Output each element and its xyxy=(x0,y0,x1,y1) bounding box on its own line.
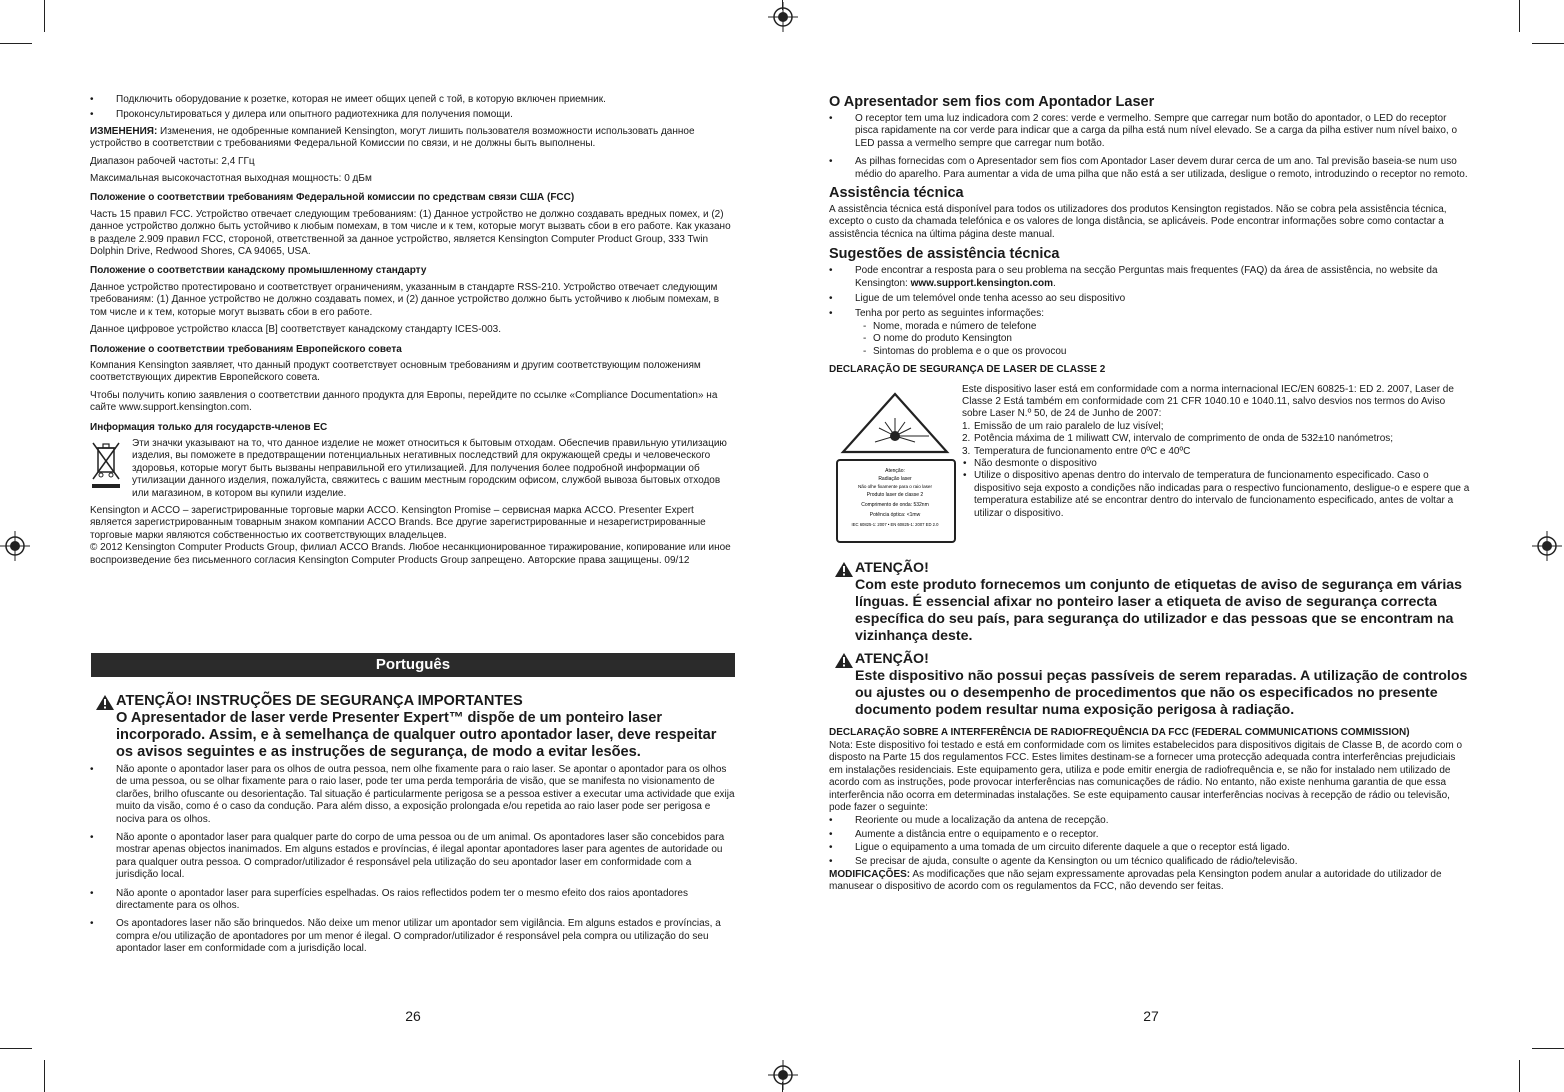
warning-body: Este dispositivo não possui peças passíveis de serem reparadas. A utilização de controlos ou ajustes ou o desempenho de procedimentos que não os especificados no presente documento podem resultar numa exposição perigosa à radiação. xyxy=(855,667,1468,718)
list-item: - Nome, morada e número de telefone xyxy=(863,321,1471,333)
label-line: Potência óptica: <1mw xyxy=(869,511,921,518)
left-page xyxy=(90,94,736,572)
warning-title: ATENÇÃO! xyxy=(855,650,929,667)
eu-heading: Положение о соответствии требованиям Европейского совета xyxy=(90,343,402,355)
weee-block xyxy=(90,438,736,500)
laser-warning-label-icon xyxy=(829,384,961,544)
warning-triangle-icon xyxy=(96,695,114,710)
list-item: • Se precisar de ajuda, consulte o agente da Kensington ou um técnico qualificado de rádio/televisão. xyxy=(829,856,1471,868)
list-item: • As pilhas fornecidas com o Apresentador sem fios com Apontador Laser devem durar cerca de um ano. Tal previsão baseia-se num uso médio do aparelho. Para aumentar a vida de uma pilha que não está a ser utilizada, desligue o remoto, introduzindo o receptor no remoto. xyxy=(829,156,1471,181)
item-text: Potência máxima de 1 miliwatt CW, intervalo de comprimento de onda de 532±10 nanómetros; xyxy=(974,433,1394,445)
warning-title: ATENÇÃO! xyxy=(855,559,929,576)
pt-safety-section xyxy=(90,693,736,960)
list-item: • Não aponte o apontador laser para superfícies espelhadas. Os raios reflectidos podem ter o mesmo efeito dos raios apontadores directamente para os olhos. xyxy=(90,888,736,913)
list-item: • Reoriente ou mude a localização da antena de recepção. xyxy=(829,815,1471,827)
changes-paragraph xyxy=(90,126,736,151)
ec-text: Эти значки указывают на то, что данное изделие не может относиться к бытовым отходам. Обеспечив правильную утилизацию изделия, вы поможете в предотвращении потенциальных негативных последствий для окружающей среды и человеческого здоровья, которые могут быть вызваны неправильной его утилизацией. Для получения более подробной информации об утилизации данного изделия, пожалуйста, свяжитесь с вашим местным городским офисом, службой вывоза бытовых отходов или магазином, в котором вы купили изделие. xyxy=(132,437,727,499)
warning-triangle-icon xyxy=(835,653,853,668)
support-link[interactable]: www.support.kensington.com xyxy=(910,277,1054,289)
list-item xyxy=(962,446,1471,458)
tips-heading: Sugestões de assistência técnica xyxy=(829,246,1060,263)
list-item: • Não aponte o apontador laser para os olhos de outra pessoa, nem olhe fixamente para o raio laser. Se apontar o apontador para os olhos de uma pessoa, ou se olhar fixamente para o raio laser, pode ter uma perda temporária de visão, que se manifesta no visionamento de clarões, brilho ofuscante ou desorientação. Tal situação é particularmente perigosa se a pessoa estiver a executar uma actividade que exija muito da visão, como é o caso da condução. Para além disso, a exposição prolongada e/ou repetida ao raio laser pode ser perigosa e nociva para os olhos. xyxy=(90,764,736,826)
fcc-bullet-list xyxy=(829,815,1471,868)
laser-intro: Este dispositivo laser está em conformidade com a norma internacional IEC/EN 60825-1: ED 2. 2007, Laser de Classe 2 Está também em conformidade com 21 CFR 1040.10 e 1040.11, salvo desvios nos termos do Aviso sobre Laser N.º 50, de 24 de Junho de 2007: xyxy=(962,383,1454,420)
language-section-bar: Português xyxy=(91,653,735,677)
laser-block xyxy=(829,384,1471,554)
list-item: - Sintomas do problema e o que os provocou xyxy=(863,346,1471,358)
list-item xyxy=(962,433,1471,445)
list-item xyxy=(829,265,1471,290)
crop-mark xyxy=(44,0,45,32)
canada-text: Данное цифровое устройство класса [B] соответствует канадскому стандарту ICES-003. xyxy=(90,324,501,336)
warning-triangle-icon xyxy=(835,562,853,577)
label-line: Radiação laser xyxy=(878,475,912,482)
copyright-text: © 2012 Kensington Computer Products Group, филиал ACCO Brands. Любое несанкционированное тиражирование, копирование или иное воспроизведение без письменного согласия Kensington Computer Products Group запрещено. Авторские права защищены. 09/12 xyxy=(90,542,731,566)
crossed-bin-icon xyxy=(90,440,122,490)
crop-mark xyxy=(1519,0,1520,32)
label-line: IEC 60825-1: 2007 • EN 60825-1: 2007 ED 2.0 xyxy=(851,521,939,527)
crop-mark xyxy=(44,1060,45,1092)
safety-warning xyxy=(90,693,736,761)
laser-text xyxy=(962,384,1471,520)
tip-text: Pode encontrar a resposta para o seu problema na secção Perguntas mais frequentes (FAQ) da área de assistência, no website da Kensington: xyxy=(855,265,1438,289)
changes-text: Изменения, не одобренные компанией Kensington, могут лишить пользователя возможности использовать данное устройство в соответствии с требованиями Федеральной Комиссии по связи, и не должны быть выполнены. xyxy=(90,125,695,150)
list-item: - O nome do produto Kensington xyxy=(863,333,1471,345)
crop-mark xyxy=(0,43,32,44)
fcc-heading-pt: DECLARAÇÃO SOBRE A INTERFERÊNCIA DE RADIOFREQUÊNCIA DA FCC (FEDERAL COMMUNICATIONS COMMISSION) xyxy=(829,726,1410,738)
item-text: Emissão de um raio paralelo de luz visível; xyxy=(974,420,1164,432)
presenter-bullet-list xyxy=(829,113,1471,181)
tip-text: Tenha por perto as seguintes informações: xyxy=(855,308,1044,320)
list-item: • Utilize o dispositivo apenas dentro do intervalo de temperatura de funcionamento especificado. Caso o dispositivo seja exposto a condições não indicadas para o respectivo funcionamento, desligue-o e espere que a temperatura estabilize até se encontrar dentro do intervalo de funcionamento especificado, antes de voltar a utilizar o dispositivo. xyxy=(962,470,1471,520)
presenter-heading: O Apresentador sem fios com Apontador Laser xyxy=(829,94,1155,110)
right-page xyxy=(829,94,1471,899)
crop-mark xyxy=(1532,1048,1564,1049)
list-item: • Проконсультироваться у дилера или опытного радиотехника для получения помощи. xyxy=(90,109,736,121)
laser-heading: DECLARAÇÃO DE SEGURANÇA DE LASER DE CLASSE 2 xyxy=(829,364,1106,376)
trademark-text: Kensington и ACCO – зарегистрированные торговые марки ACCO. Kensington Promise – сервисная марка ACCO. Presenter Expert является зарегистрированным товарным знаком компании ACCO Brands. Все другие зарегистрированные и незарегистрированные торговые марки являются собственностью их соответствующих владельцев. xyxy=(90,504,706,541)
list-item xyxy=(962,421,1471,433)
modifications-text: As modificações que não sejam expressamente aprovadas pela Kensington podem anular a autoridade do utilizador de manusear o dispositivo de acordo com os regulamentos da FCC, não devendo ser feitas. xyxy=(829,868,1442,893)
item-number: 3. xyxy=(962,445,971,457)
assistance-heading: Assistência técnica xyxy=(829,185,964,202)
laser-bullet-list xyxy=(962,458,1471,520)
canada-text: Данное устройство протестировано и соответствует ограничениям, указанным в стандарте RSS-210. Устройство отвечает следующим требованиям: (1) Данное устройство не должно создавать помех, и (2) данное устройство должно быть устойчиво к любым помехам, в том числе и к тем, которые могут вызвать сбои в его работе. xyxy=(90,281,720,318)
ru-bullet-list xyxy=(90,94,736,122)
pt-bullet-list xyxy=(90,764,736,956)
item-text: Temperatura de funcionamento entre 0ºC e 40ºC xyxy=(974,445,1191,457)
list-item: • Não aponte o apontador laser para qualquer parte do corpo de uma pessoa ou de um animal. Os apontadores laser são concebidos para mostrar apenas objectos inanimados. Em alguns estados e províncias, é ilegal apontar apontadores laser para agentes de autoridade ou para qualquer outra pessoa. O comprador/utilizador é responsável pela utilização do seu apontador laser em conformidade com a jurisdição local. xyxy=(90,832,736,882)
warning-title: ATENÇÃO! INSTRUÇÕES DE SEGURANÇA IMPORTANTES xyxy=(116,693,523,709)
page-number: 27 xyxy=(1143,1008,1159,1024)
fcc-heading-ru: Положение о соответствии требованиям Федеральной комиссии по средствам связи США (FCC) xyxy=(90,192,575,204)
list-item: • Não desmonte o dispositivo xyxy=(962,458,1471,470)
tip-end: . xyxy=(1053,277,1056,289)
crop-mark xyxy=(1532,43,1564,44)
crop-mark xyxy=(0,1048,32,1049)
list-item: • Ligue o equipamento a uma tomada de um circuito diferente daquele a que o receptor está ligado. xyxy=(829,842,1471,854)
label-warning xyxy=(829,560,1471,645)
power-text: Максимальная высокочастотная выходная мощность: 0 дБм xyxy=(90,173,372,185)
list-item: • Ligue de um telemóvel onde tenha acesso ao seu dispositivo xyxy=(829,293,1471,305)
item-number: 1. xyxy=(962,420,971,432)
registration-mark-icon xyxy=(768,1060,798,1090)
warning-body: Com este produto fornecemos um conjunto de etiquetas de aviso de segurança em várias línguas. É essencial afixar no ponteiro laser a etiqueta de aviso de segurança correcta específica do seu país, para segurança do utilizador e das pessoas que se encontram na vizinhança deste. xyxy=(855,576,1463,644)
registration-mark-icon xyxy=(768,2,798,32)
page-number: 26 xyxy=(405,1008,421,1024)
frequency-text: Диапазон рабочей частоты: 2,4 ГГц xyxy=(90,155,255,167)
canada-heading: Положение о соответствии канадскому промышленному стандарту xyxy=(90,265,427,277)
fcc-text-ru: Часть 15 правил FCC. Устройство отвечает следующим требованиям: (1) Данное устройство не должно создавать вредных помех, и (2) данное устройство должно быть устойчиво к любым помехам, в том числе и к тем, которые могут вызвать сбои в его работе. Как указано в разделе 2.909 правил FCC, стороной, ответственной за данное устройство, является Kensington Computer Product Group, 333 Twin Dolphin Drive, Redwood Shores, CA 94065, USA. xyxy=(90,208,731,258)
info-sublist xyxy=(855,321,1471,358)
changes-label: ИЗМЕНЕНИЯ: xyxy=(90,125,158,137)
list-item: • Os apontadores laser não são brinquedos. Não deixe um menor utilizar um apontador sem vigilância. Em alguns estados e províncias, a compra e/ou utilização de apontadores por um menor é ilegal. O comprador/utilizador é responsável pela compra ou utilização do seu apontador laser em conformidade com a jurisdição local. xyxy=(90,918,736,955)
ec-heading: Информация только для государств-членов ЕС xyxy=(90,421,328,433)
label-line: Não olhe fixamente para o raio laser xyxy=(857,483,933,489)
eu-text: Компания Kensington заявляет, что данный продукт соответствует основным требованиям и другим соответствующим положениям соответствующих директив Европейского совета. xyxy=(90,359,701,384)
modifications-label: MODIFICAÇÕES: xyxy=(829,868,911,880)
label-line: Comprimento de onda: 532nm xyxy=(861,501,929,508)
assistance-text: A assistência técnica está disponível para todos os utilizadores dos produtos Kensington registados. Não se cobra pela assistência técnica, excepto o custo da chamada telefónica e os valores de longa distância, se aplicáveis. Pode encontrar informações sobre como contactar a assistência técnica na última página deste manual. xyxy=(829,204,1447,240)
list-item xyxy=(829,308,1471,358)
list-item: • Подключить оборудование к розетке, которая не имеет общих цепей с той, в которую включен приемник. xyxy=(90,94,736,106)
label-line: Atenção: xyxy=(885,467,905,474)
label-line: Produto laser de classe 2 xyxy=(866,491,924,498)
registration-mark-icon xyxy=(1532,531,1562,561)
item-number: 2. xyxy=(962,433,971,445)
tips-list xyxy=(829,265,1471,358)
service-warning xyxy=(829,651,1471,719)
crop-mark xyxy=(1519,1060,1520,1092)
warning-body: O Apresentador de laser verde Presenter Expert™ dispõe de um ponteiro laser incorporado. Assim, e à semelhança de qualquer outro apontador laser, deve respeitar os avisos seguintes e as instruções de segurança, de modo a evitar lesões. xyxy=(116,710,717,760)
list-item: • O receptor tem uma luz indicadora com 2 cores: verde e vermelho. Sempre que carregar num botão do apontador, o LED do receptor pisca rapidamente na cor verde para indicar que a carga da pilha está num nível elevado. Se a carga da pilha estiver num nível baixo, o LED passa a vermelho sempre que carregar num botão. xyxy=(829,113,1471,150)
modifications-paragraph xyxy=(829,869,1471,894)
list-item: • Aumente a distância entre o equipamento e o receptor. xyxy=(829,829,1471,841)
fcc-text-pt: Nota: Este dispositivo foi testado e está em conformidade com os limites estabelecidos para dispositivos digitais de Classe B, de acordo com o disposto na Parte 15 dos regulamentos FCC. Estes limites destinam-se a fornecer uma protecção adequada contra interferências prejudiciais em instalações residenciais. Este equipamento gera, utiliza e pode emitir energia de radiofrequência e, se não for instalado nem utilizado de acordo com as instruções, pode provocar interferências nas comunicações de rádio. No entanto, não existe nenhuma garantia de que essa interferência não ocorra em determinadas instalações. Se este equipamento causar interferências nocivas à recepção de rádio ou televisão, pode fazer o seguinte: xyxy=(829,739,1463,813)
registration-mark-icon xyxy=(0,531,30,561)
eu-text: Чтобы получить копию заявления о соответствии данного продукта для Европы, перейдите по ссылке «Compliance Documentation» на сайте www.support.kensington.com. xyxy=(90,389,718,414)
laser-numbered-list xyxy=(962,421,1471,458)
